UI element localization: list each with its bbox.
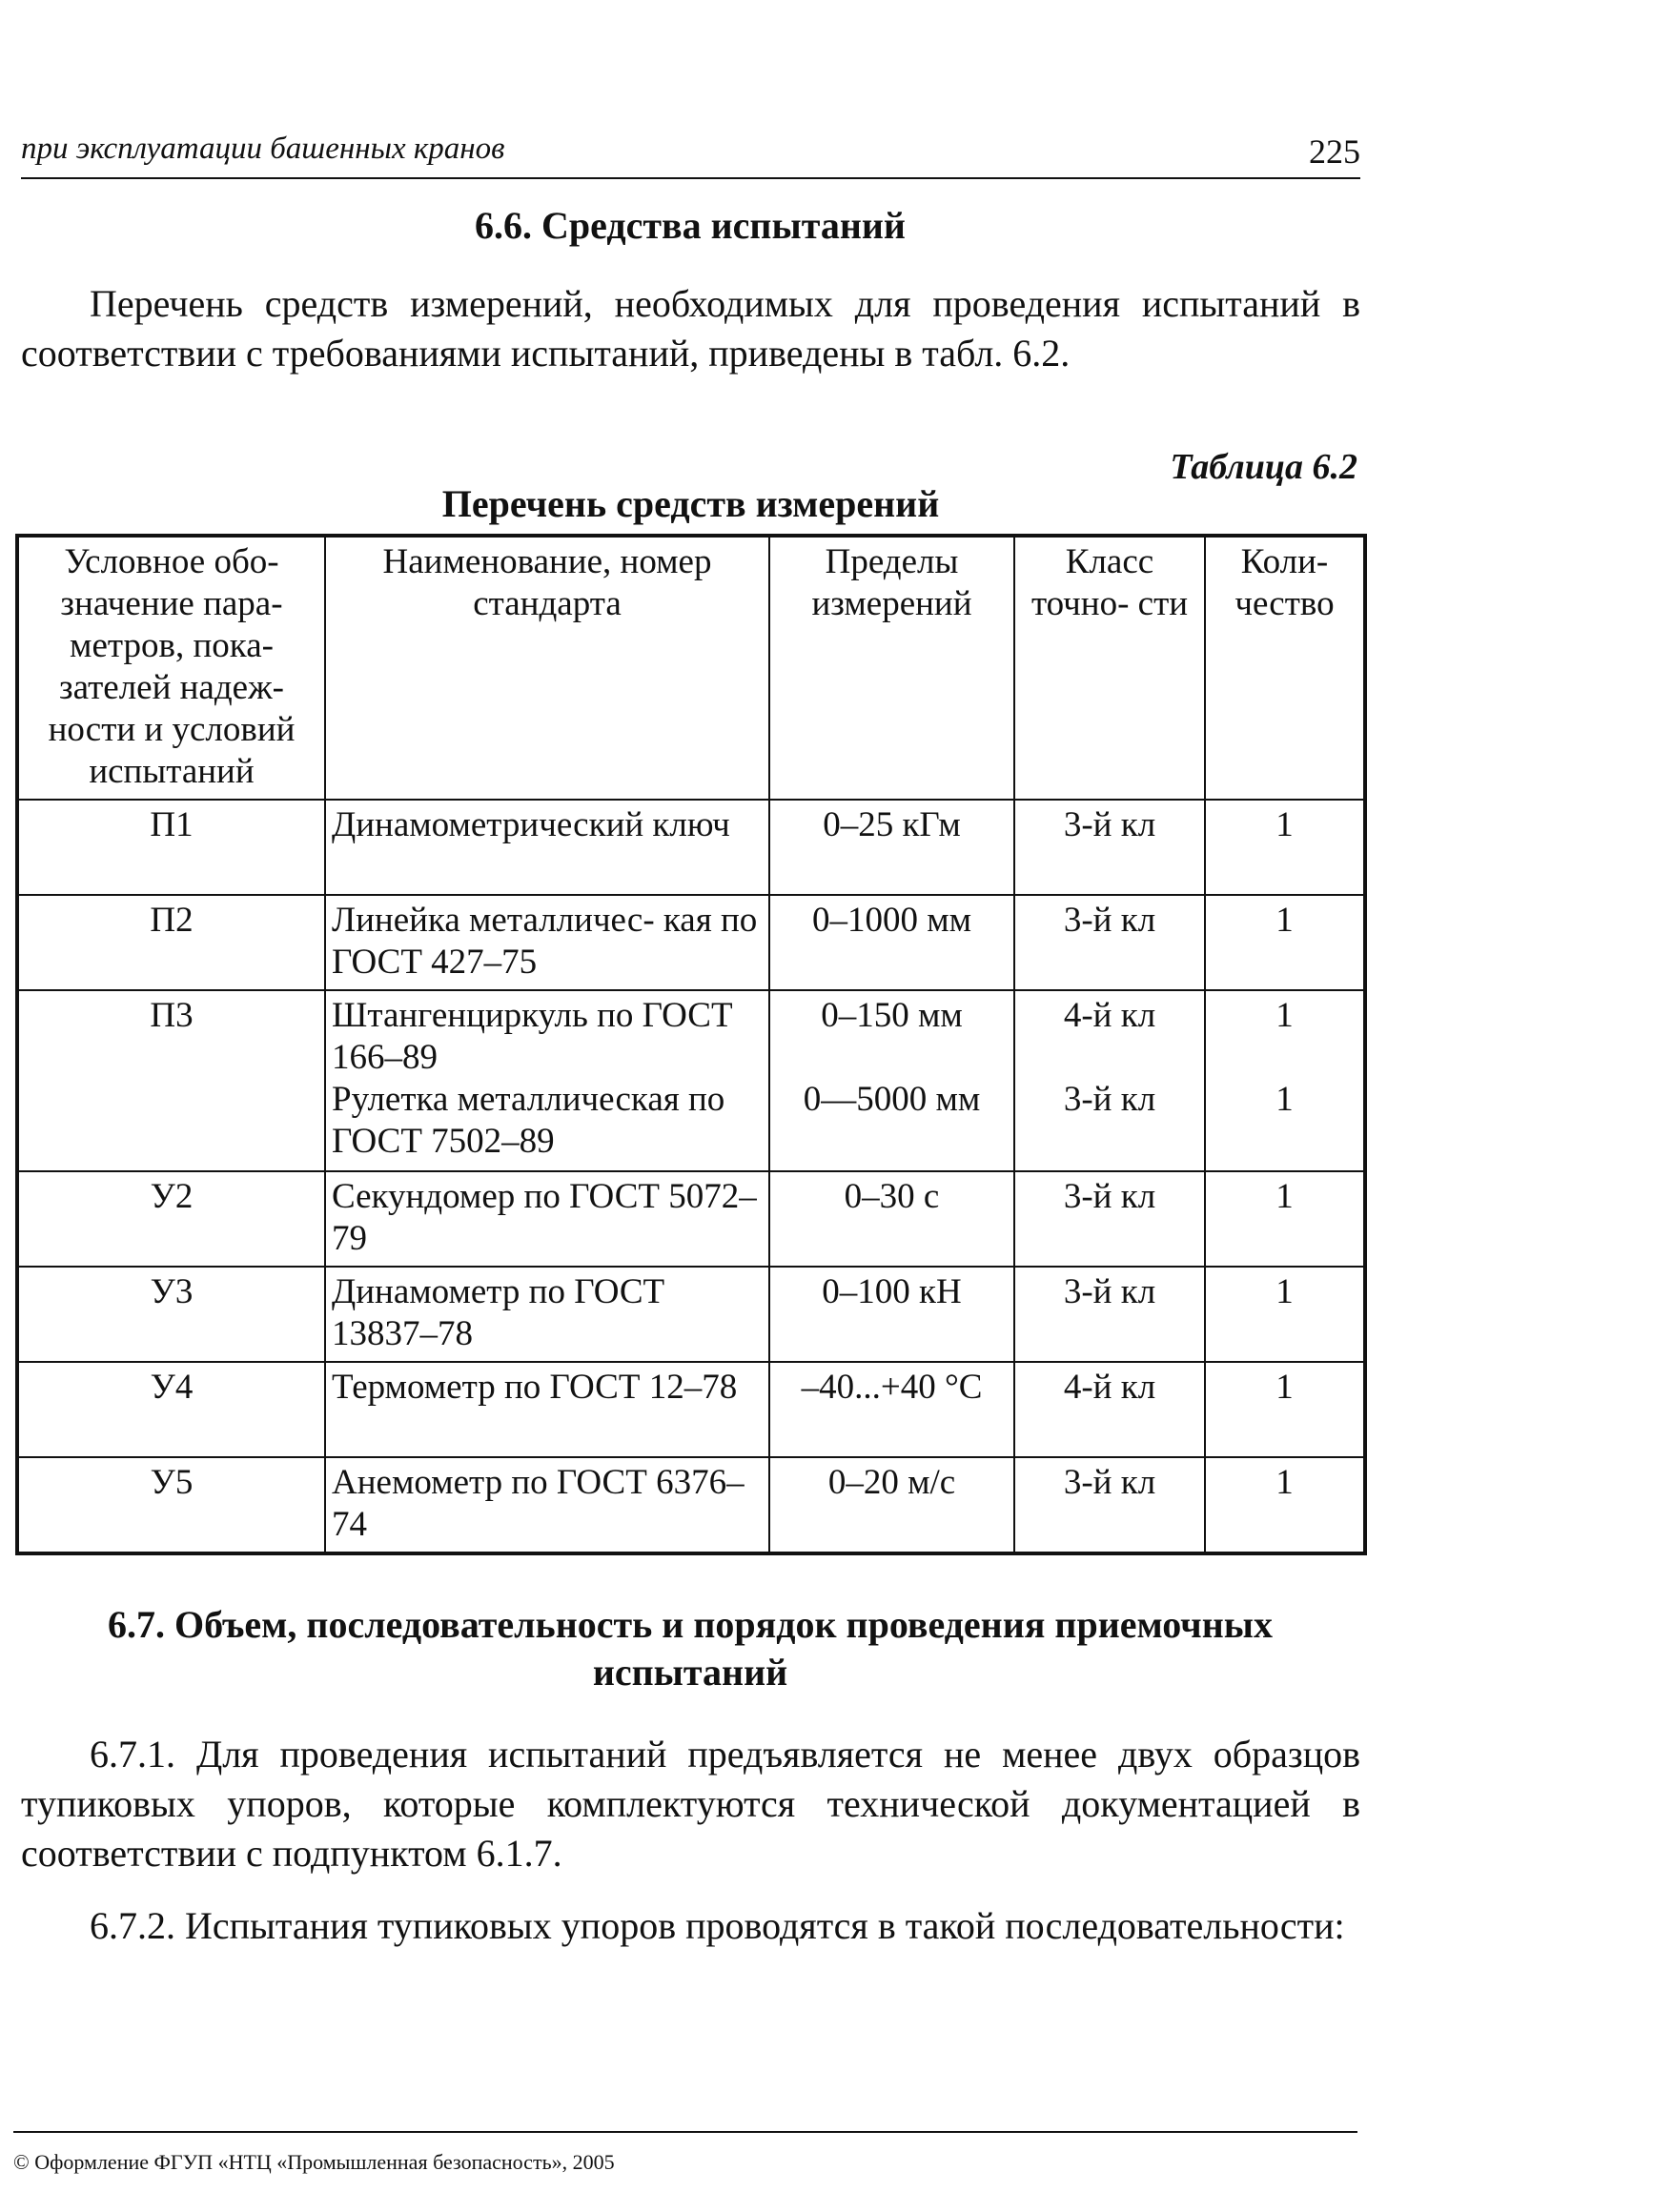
cell-name: Линейка металличес- кая по ГОСТ 427–75 <box>325 895 769 990</box>
table-title: Перечень средств измерений <box>441 482 940 525</box>
cell-code: У4 <box>17 1362 325 1457</box>
cell-name <box>325 990 769 1171</box>
page-number: 225 <box>1309 132 1360 171</box>
cell-name: Динамометрический ключ <box>325 800 769 895</box>
measurement-table <box>15 534 1367 1555</box>
cell-code: П3 <box>17 990 325 1171</box>
section-heading-6-7-line1: 6.7. Объем, последовательность и порядок проведения приемочных <box>107 1603 1274 1646</box>
document-page <box>13 0 1360 2212</box>
cell-class-item: 3-й кл <box>1063 1080 1156 1119</box>
table-header-row <box>17 536 1365 800</box>
cell-code: У3 <box>17 1267 325 1362</box>
running-title: при эксплуатации башенных кранов <box>21 132 505 166</box>
cell-code: У5 <box>17 1457 325 1553</box>
table-row <box>17 990 1365 1171</box>
cell-quantity: 1 <box>1205 1267 1365 1362</box>
cell-quantity: 1 <box>1205 800 1365 895</box>
table-row <box>17 800 1365 895</box>
table-row <box>17 1171 1365 1267</box>
running-header <box>21 132 1360 179</box>
cell-code: П2 <box>17 895 325 990</box>
table-row <box>17 895 1365 990</box>
cell-quantity-item: 1 <box>1275 996 1294 1035</box>
cell-range-item: 0–150 мм <box>821 996 963 1035</box>
cell-name: Динамометр по ГОСТ 13837–78 <box>325 1267 769 1362</box>
cell-quantity: 1 <box>1205 895 1365 990</box>
cell-quantity: 1 <box>1205 1457 1365 1553</box>
cell-range: –40...+40 °С <box>769 1362 1014 1457</box>
cell-range: 0–30 с <box>769 1171 1014 1267</box>
column-header-name: Наименование, номер стандарта <box>325 536 769 800</box>
cell-name-item: Штангенциркуль по ГОСТ 166–89 <box>332 996 733 1077</box>
cell-class: 3-й кл <box>1014 1267 1205 1362</box>
cell-code: П1 <box>17 800 325 895</box>
cell-name: Секундомер по ГОСТ 5072–79 <box>325 1171 769 1267</box>
cell-range: 0–20 м/с <box>769 1457 1014 1553</box>
table-row <box>17 1457 1365 1553</box>
cell-quantity: 1 <box>1205 1171 1365 1267</box>
section-heading-6-6: 6.6. Средства испытаний <box>475 204 906 247</box>
cell-class: 3-й кл <box>1014 1457 1205 1553</box>
cell-range <box>769 990 1014 1171</box>
cell-class <box>1014 990 1205 1171</box>
cell-class: 3-й кл <box>1014 1171 1205 1267</box>
table-label: Таблица 6.2 <box>1170 447 1357 487</box>
section-heading-6-7-line2: испытаний <box>592 1651 788 1694</box>
footer-divider <box>13 2131 1357 2133</box>
column-header-class: Класс точно- сти <box>1014 536 1205 800</box>
cell-class: 3-й кл <box>1014 800 1205 895</box>
section-heading-6-7 <box>13 1601 1367 1696</box>
column-header-code: Условное обо- значение пара- метров, пока- зателей надеж- ности и условий испытаний <box>17 536 325 800</box>
footer-copyright: © Оформление ФГУП «НТЦ «Промышленная безопасность», 2005 <box>13 2150 615 2174</box>
cell-quantity <box>1205 990 1365 1171</box>
cell-quantity: 1 <box>1205 1362 1365 1457</box>
cell-quantity-item: 1 <box>1275 1080 1294 1119</box>
column-header-quantity: Коли- чество <box>1205 536 1365 800</box>
cell-class: 3-й кл <box>1014 895 1205 990</box>
cell-range: 0–1000 мм <box>769 895 1014 990</box>
table-row <box>17 1267 1365 1362</box>
paragraph-6-7-2: 6.7.2. Испытания тупиковых упоров проводятся в такой последовательности: <box>90 1904 1345 1947</box>
cell-range-item: 0—5000 мм <box>803 1080 981 1119</box>
cell-name: Анемометр по ГОСТ 6376–74 <box>325 1457 769 1553</box>
paragraph-6-7-1: 6.7.1. Для проведения испытаний предъявляется не менее двух образцов тупиковых упоров, которые комплектуются технической документацией в соответствии с подпунктом 6.1.7. <box>21 1733 1360 1875</box>
cell-class: 4-й кл <box>1014 1362 1205 1457</box>
cell-name: Термометр по ГОСТ 12–78 <box>325 1362 769 1457</box>
cell-range: 0–100 кН <box>769 1267 1014 1362</box>
table-row <box>17 1362 1365 1457</box>
cell-class-item: 4-й кл <box>1063 996 1156 1035</box>
column-header-range: Пределы измерений <box>769 536 1014 800</box>
cell-range: 0–25 кГм <box>769 800 1014 895</box>
section-6-6-paragraph: Перечень средств измерений, необходимых для проведения испытаний в соответствии с требованиями испытаний, приведены в табл. 6.2. <box>21 282 1360 375</box>
cell-code: У2 <box>17 1171 325 1267</box>
cell-name-item: Рулетка металлическая по ГОСТ 7502–89 <box>332 1080 725 1161</box>
